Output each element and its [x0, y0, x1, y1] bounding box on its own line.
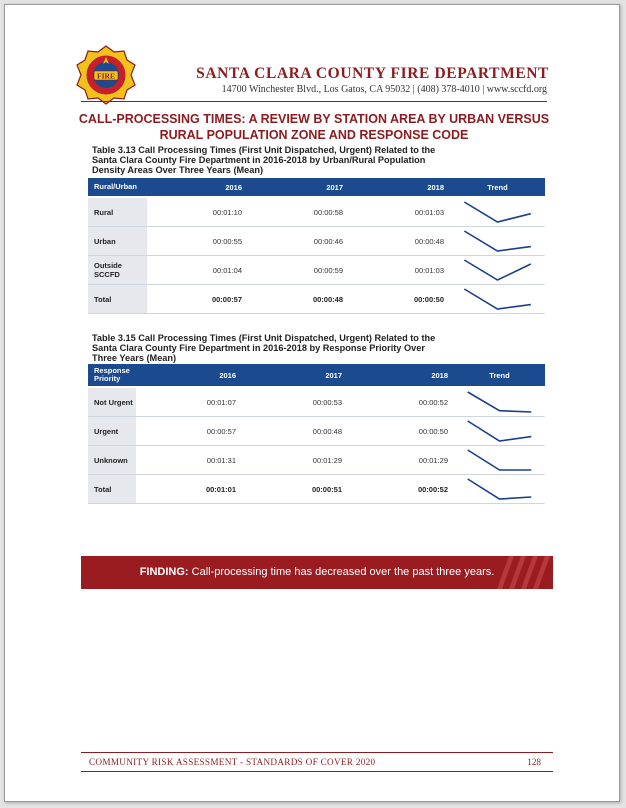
trend-line-svg — [450, 227, 545, 255]
caption-line: Three Years (Mean) — [92, 353, 177, 363]
table-cell: 00:00:59 — [313, 265, 343, 275]
table-row — [88, 198, 545, 227]
table-header-row — [88, 178, 545, 198]
row-label: Total — [88, 475, 136, 503]
table-3-15 — [88, 364, 545, 504]
trend-sparkline — [450, 285, 545, 313]
table-row-total — [88, 285, 545, 314]
page-title — [65, 111, 563, 143]
column-header: Trend — [487, 182, 508, 192]
table-cell: 00:00:58 — [313, 207, 343, 217]
table-cell: 00:00:57 — [206, 426, 236, 436]
table-cell: 00:01:10 — [212, 207, 242, 217]
document-page — [4, 4, 620, 802]
table-cell: 00:00:55 — [212, 236, 242, 246]
table-cell: 00:01:07 — [206, 397, 236, 407]
caption-line: Santa Clara County Fire Department in 2016-2018 by Urban/Rural Population — [92, 155, 426, 165]
row-label: Total — [88, 285, 147, 313]
trend-line — [464, 202, 531, 222]
row-label: Unknown — [88, 446, 136, 474]
trend-sparkline — [454, 475, 545, 503]
trend-line-svg — [450, 256, 545, 284]
column-header: Response Priority — [94, 366, 130, 383]
table-row-total — [88, 475, 545, 504]
table-row — [88, 446, 545, 475]
trend-line — [464, 231, 531, 251]
trend-sparkline — [450, 256, 545, 284]
trend-line — [468, 479, 532, 499]
row-label: Urban — [88, 227, 147, 255]
row-label: Rural — [88, 198, 147, 226]
column-header: 2017 — [326, 182, 343, 192]
footer-title: COMMUNITY RISK ASSESSMENT - STANDARDS OF COVER 2020 — [89, 757, 376, 767]
column-header: 2016 — [225, 182, 242, 192]
table-cell: 00:00:50 — [413, 294, 444, 304]
department-name: SANTA CLARA COUNTY FIRE DEPARTMENT — [196, 65, 549, 82]
trend-line — [464, 289, 531, 309]
fire-department-badge-logo — [76, 45, 136, 105]
trend-line-svg — [454, 475, 545, 503]
page-title-line-1: CALL-PROCESSING TIMES: A REVIEW BY STATION AREA BY URBAN VERSUS — [78, 112, 550, 126]
trend-line-svg — [450, 285, 545, 313]
table-cell: 00:00:46 — [313, 236, 343, 246]
trend-line — [468, 392, 532, 412]
table-3-13-caption — [92, 145, 472, 175]
table-cell: 00:00:52 — [417, 484, 448, 494]
table-cell: 00:00:51 — [311, 484, 342, 494]
row-label: Urgent — [88, 417, 136, 445]
trend-sparkline — [450, 227, 545, 255]
header-divider — [81, 101, 547, 102]
column-header: 2018 — [431, 370, 448, 380]
table-cell: 00:01:04 — [212, 265, 242, 275]
finding-banner — [81, 556, 553, 589]
table-cell: 00:01:29 — [312, 455, 342, 465]
trend-line — [468, 421, 532, 441]
table-row — [88, 388, 545, 417]
table-cell: 00:00:53 — [312, 397, 342, 407]
column-header: Rural/Urban — [94, 182, 137, 191]
finding-statement: Call-processing time has decreased over the past three years. — [188, 566, 495, 578]
table-row — [88, 227, 545, 256]
caption-line: Table 3.13 Call Processing Times (First Unit Dispatched, Urgent) Related to the — [92, 145, 436, 155]
table-cell: 00:01:01 — [205, 484, 236, 494]
finding-text — [81, 566, 553, 578]
row-label: Outside SCCFD — [88, 256, 147, 284]
page-title-line-2: RURAL POPULATION ZONE AND RESPONSE CODE — [159, 128, 469, 142]
table-header-row — [88, 364, 545, 388]
trend-line-svg — [454, 388, 545, 416]
table-cell: 00:00:48 — [312, 294, 343, 304]
trend-sparkline — [454, 417, 545, 445]
footer-divider-bottom — [81, 771, 553, 772]
column-header: 2017 — [325, 370, 342, 380]
column-header: Trend — [489, 370, 510, 380]
table-cell: 00:01:29 — [418, 455, 448, 465]
trend-line-svg — [454, 446, 545, 474]
row-label: Not Urgent — [88, 388, 136, 416]
table-row — [88, 256, 545, 285]
caption-line: Density Areas Over Three Years (Mean) — [92, 165, 264, 175]
column-header: 2016 — [219, 370, 236, 380]
table-3-13 — [88, 178, 545, 314]
table-cell: 00:01:03 — [414, 207, 444, 217]
table-cell: 00:00:48 — [312, 426, 342, 436]
svg-text:FIRE: FIRE — [97, 71, 115, 81]
table-cell: 00:01:03 — [414, 265, 444, 275]
footer-divider-top — [81, 752, 553, 753]
caption-line: Santa Clara County Fire Department in 2016-2018 by Response Priority Over — [92, 343, 425, 353]
finding-label: FINDING: — [139, 566, 189, 578]
table-row — [88, 417, 545, 446]
table-cell: 00:00:48 — [414, 236, 444, 246]
trend-line — [468, 450, 532, 470]
column-header: 2018 — [427, 182, 444, 192]
trend-sparkline — [450, 198, 545, 226]
trend-sparkline — [454, 446, 545, 474]
trend-sparkline — [454, 388, 545, 416]
department-address: 14700 Winchester Blvd., Los Gatos, CA 95032 | (408) 378-4010 | www.sccfd.org — [221, 84, 547, 95]
table-cell: 00:01:31 — [206, 455, 236, 465]
table-cell: 00:00:50 — [418, 426, 448, 436]
caption-line: Table 3.15 Call Processing Times (First Unit Dispatched, Urgent) Related to the — [92, 333, 436, 343]
page-number: 128 — [527, 757, 541, 767]
trend-line — [464, 260, 531, 280]
trend-line-svg — [450, 198, 545, 226]
table-cell: 00:00:57 — [211, 294, 242, 304]
table-cell: 00:00:52 — [418, 397, 448, 407]
table-3-15-caption — [92, 333, 472, 363]
trend-line-svg — [454, 417, 545, 445]
